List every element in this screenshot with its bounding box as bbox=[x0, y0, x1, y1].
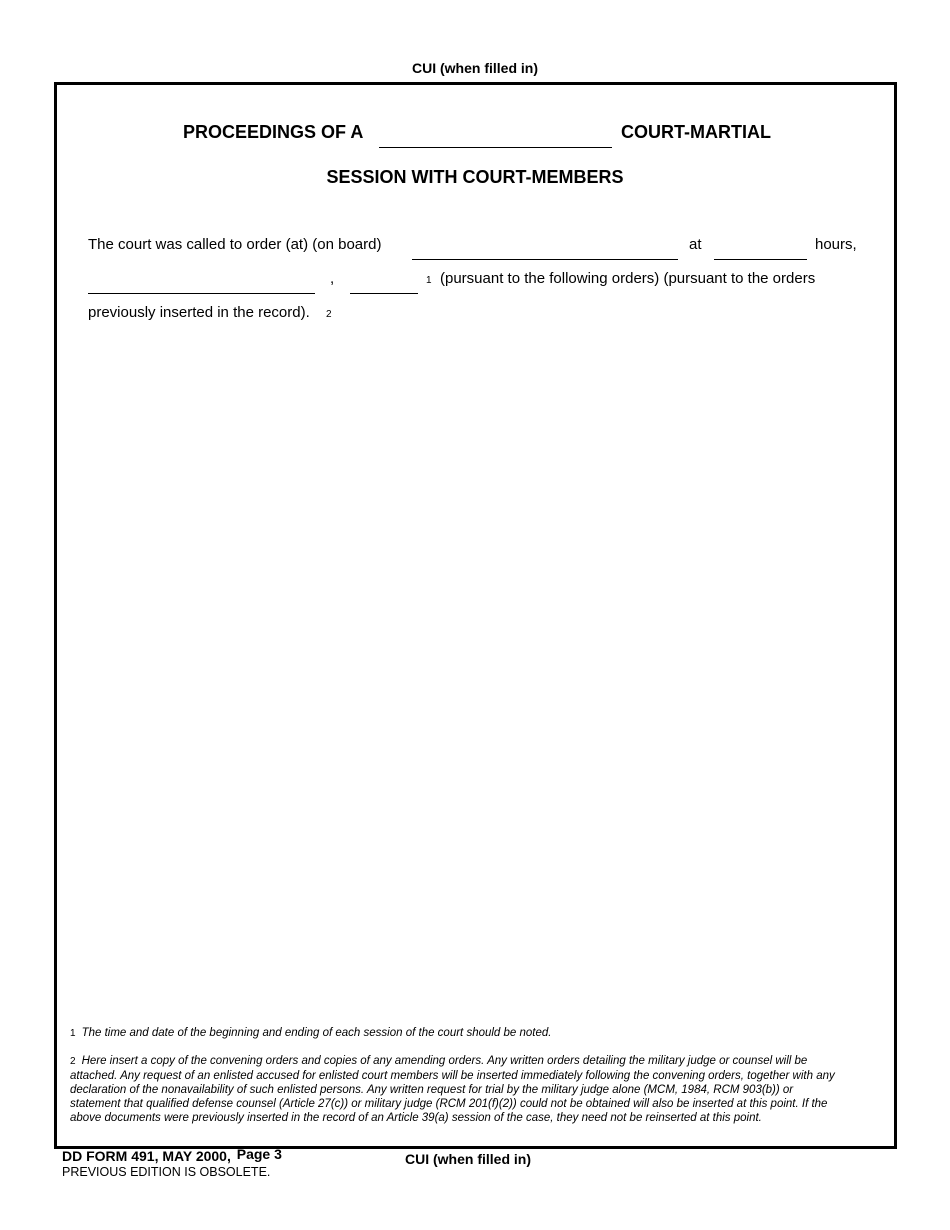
footnote-1-text: The time and date of the beginning and ending of each session of the court should be noted. bbox=[81, 1027, 552, 1039]
session-subtitle: SESSION WITH COURT-MEMBERS bbox=[326, 167, 624, 187]
footnote-2 bbox=[70, 1054, 840, 1125]
page-number: Page 3 bbox=[236, 1146, 282, 1162]
comma-text: , bbox=[330, 270, 335, 287]
footnote-ref-1: 1 bbox=[426, 275, 432, 286]
footnote-2-text: Here insert a copy of the convening orders and copies of any amending orders. Any written orders detailing the military judge or counsel will be attached. Any request of an enlisted accused for enlisted court members will be inserted immediately following the convening orders, together with any declaration of the nonavailability of such enlisted persons. Any written request for trial by the military judge alone (MCM, 1984, RCM 903(b)) or statement that qualified defense counsel (Article 27(c)) or military judge (RCM 201(f)(2)) could not be obtained will also be inserted at this point. If the above documents were previously inserted in the record of an Article 39(a) session of the case, they need not be reinserted at this point. bbox=[70, 1055, 835, 1124]
year-field[interactable] bbox=[350, 293, 418, 294]
footnote-1 bbox=[70, 1026, 552, 1041]
location-field[interactable] bbox=[412, 259, 678, 260]
time-field[interactable] bbox=[714, 259, 807, 260]
obsolete-notice: PREVIOUS EDITION IS OBSOLETE. bbox=[62, 1165, 271, 1179]
cui-marking-bottom: CUI (when filled in) bbox=[405, 1151, 531, 1167]
called-to-order-text: The court was called to order (at) (on board) bbox=[88, 236, 382, 253]
pursuant-orders-text: (pursuant to the following orders) (pursuant to the orders bbox=[440, 270, 816, 287]
footnote-ref-2: 2 bbox=[326, 309, 332, 320]
form-number: DD FORM 491, MAY 2000, bbox=[62, 1148, 231, 1164]
hours-text: hours, bbox=[815, 236, 857, 253]
footnote-2-number: 2 bbox=[70, 1056, 76, 1067]
cui-marking-top: CUI (when filled in) bbox=[412, 60, 538, 76]
previously-inserted-text: previously inserted in the record). bbox=[88, 304, 310, 321]
date-field[interactable] bbox=[88, 293, 315, 294]
title-court-martial: COURT-MARTIAL bbox=[621, 122, 771, 142]
footnote-1-number: 1 bbox=[70, 1028, 76, 1039]
title-proceedings: PROCEEDINGS OF A bbox=[183, 122, 364, 142]
form-identifier bbox=[62, 1148, 282, 1164]
at-text: at bbox=[689, 236, 702, 253]
court-type-field[interactable] bbox=[379, 147, 612, 148]
